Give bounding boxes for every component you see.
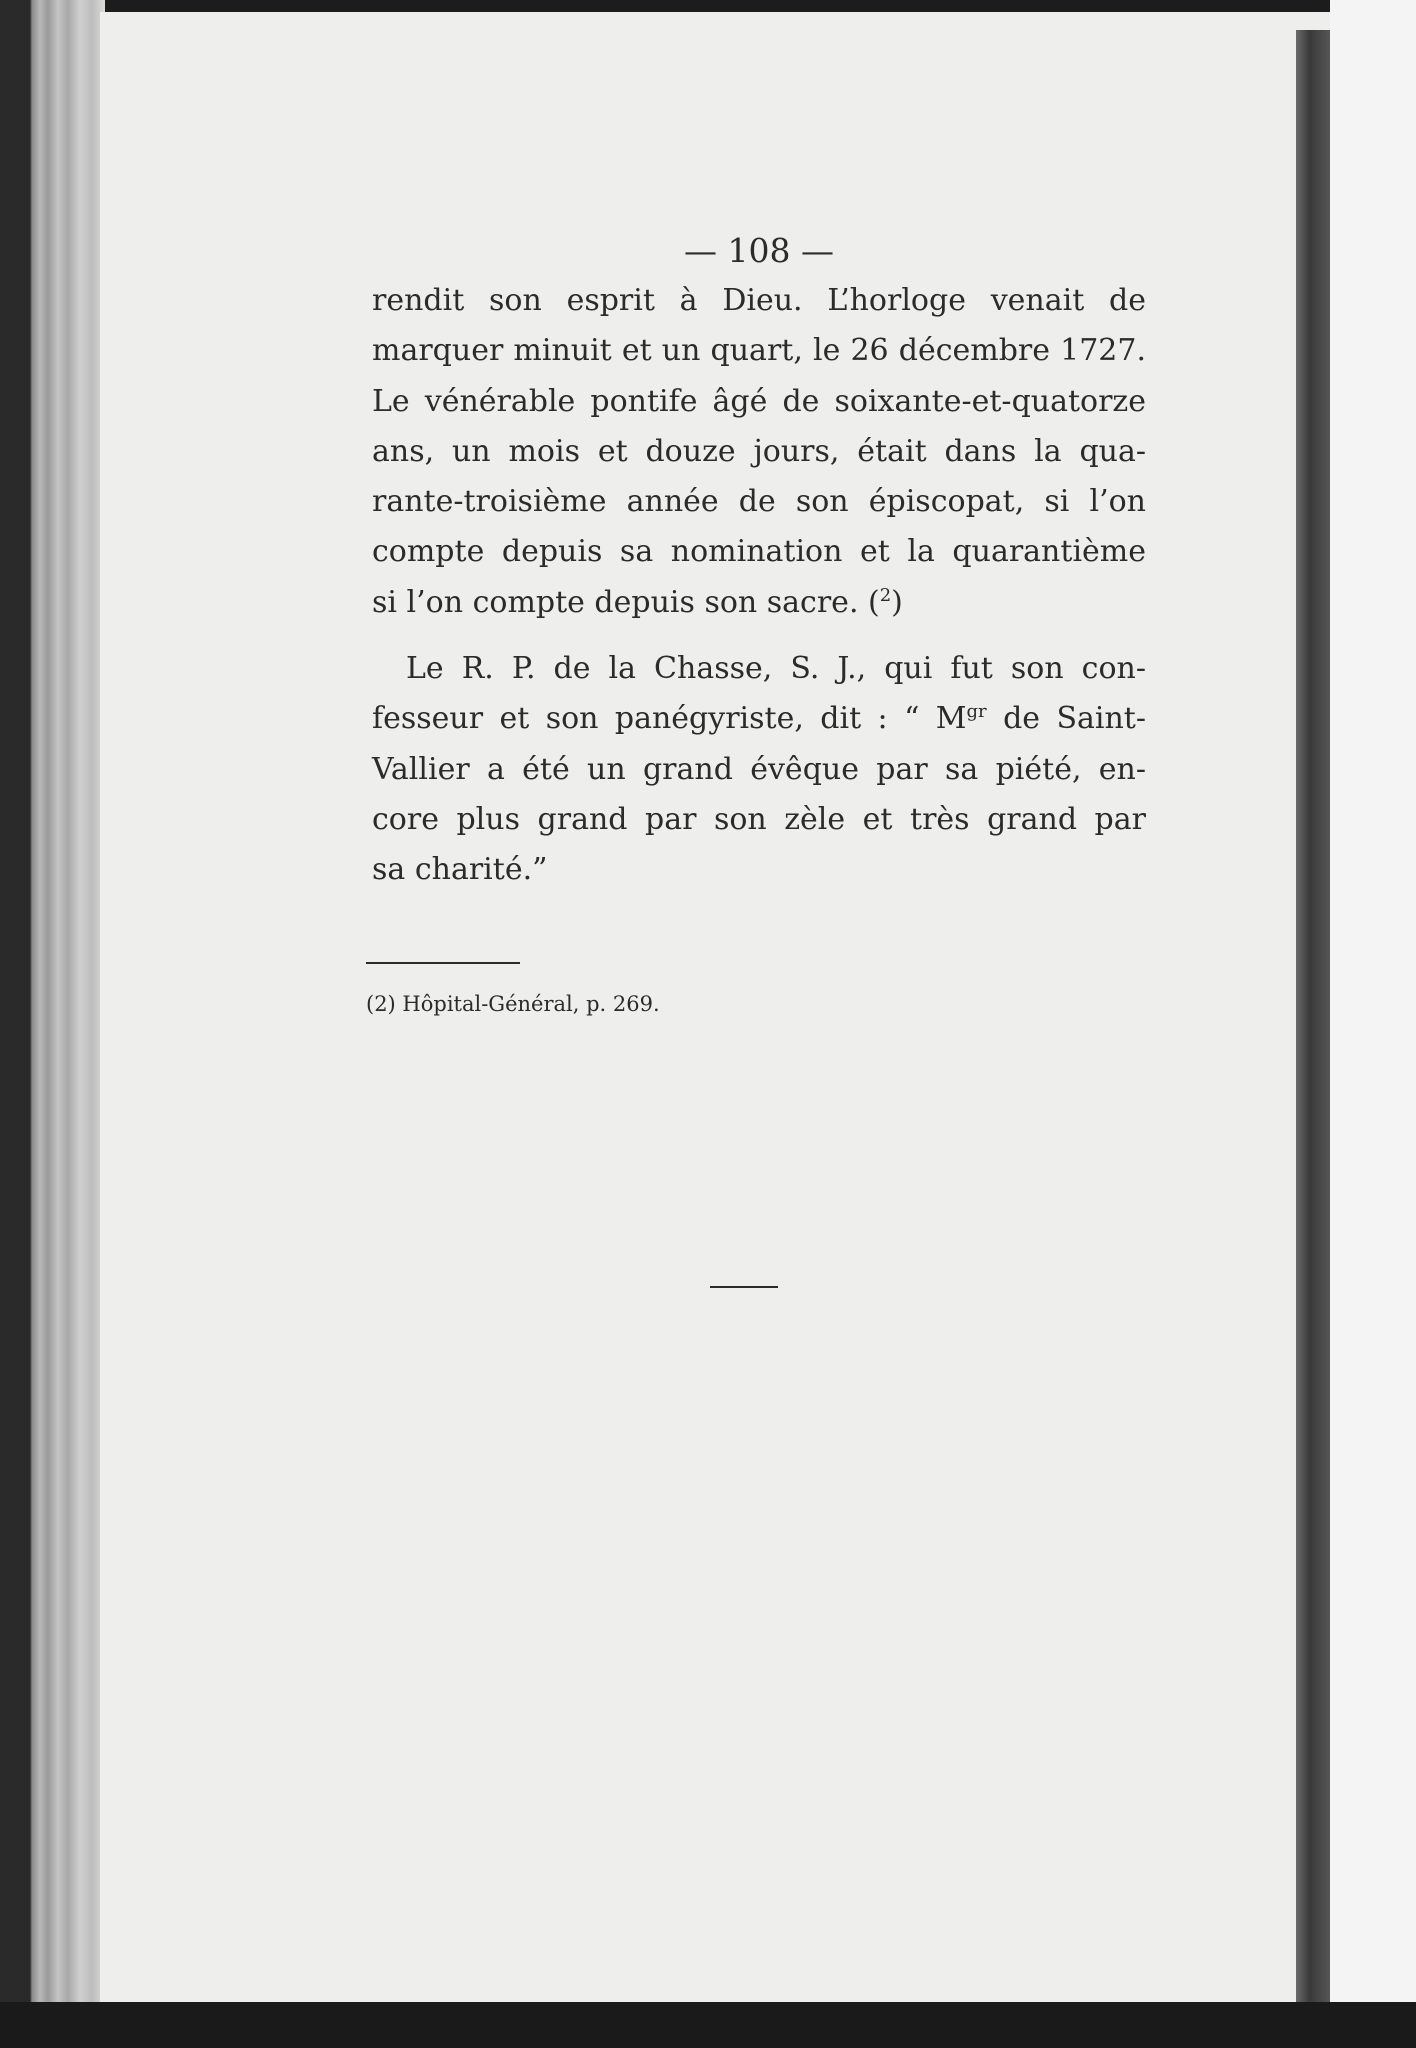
text-block [372, 226, 1146, 896]
footnote: (2) Hôpital-Général, p. 269. [366, 992, 660, 1016]
text-line-content: si l’on compte depuis son sacre. ( [372, 584, 880, 620]
text-line: marquer minuit et un quart, le 26 décembre 1727. [372, 333, 1146, 369]
paragraph-1 [372, 276, 1146, 628]
text-line: rante-troisième année de son épiscopat, si l’on [372, 484, 1146, 520]
text-line-content: fesseur et son panégyriste, dit : “ M [372, 701, 967, 737]
facing-page-strip [1330, 0, 1416, 2048]
text-line: ans, un mois et douze jours, était dans la qua- [372, 433, 1146, 469]
scan-bottom-border [0, 2002, 1416, 2048]
footnote-marker-close: ) [891, 584, 903, 620]
text-line: Le R. P. de la Chasse, S. J., qui fut son con- [406, 651, 1146, 687]
text-line: Le vénérable pontife âgé de soixante-et-quatorze [372, 383, 1146, 419]
footnote-marker: 2 [879, 584, 892, 606]
text-line: rendit son esprit à Dieu. L’horloge venait de [372, 283, 1146, 318]
scan-top-border [0, 0, 1416, 12]
page-number: — 108 — [684, 231, 834, 270]
text-line: compte depuis sa nomination et la quarantième [372, 534, 1146, 570]
paragraph-2 [372, 644, 1146, 895]
text-line: core plus grand par son zèle et très grand par [372, 801, 1146, 837]
footnote-rule [366, 962, 520, 964]
book-page-edges [0, 0, 105, 2048]
superscript-abbrev: gr [966, 701, 987, 723]
text-line: Vallier a été un grand évêque par sa piété, en- [372, 751, 1146, 787]
binding-shadow [1296, 30, 1330, 2010]
text-line-rest: de Saint- [986, 701, 1146, 737]
end-rule [710, 1286, 778, 1288]
text-line: sa charité.” [372, 852, 548, 888]
text-line [372, 578, 1146, 628]
text-line [372, 694, 1146, 744]
